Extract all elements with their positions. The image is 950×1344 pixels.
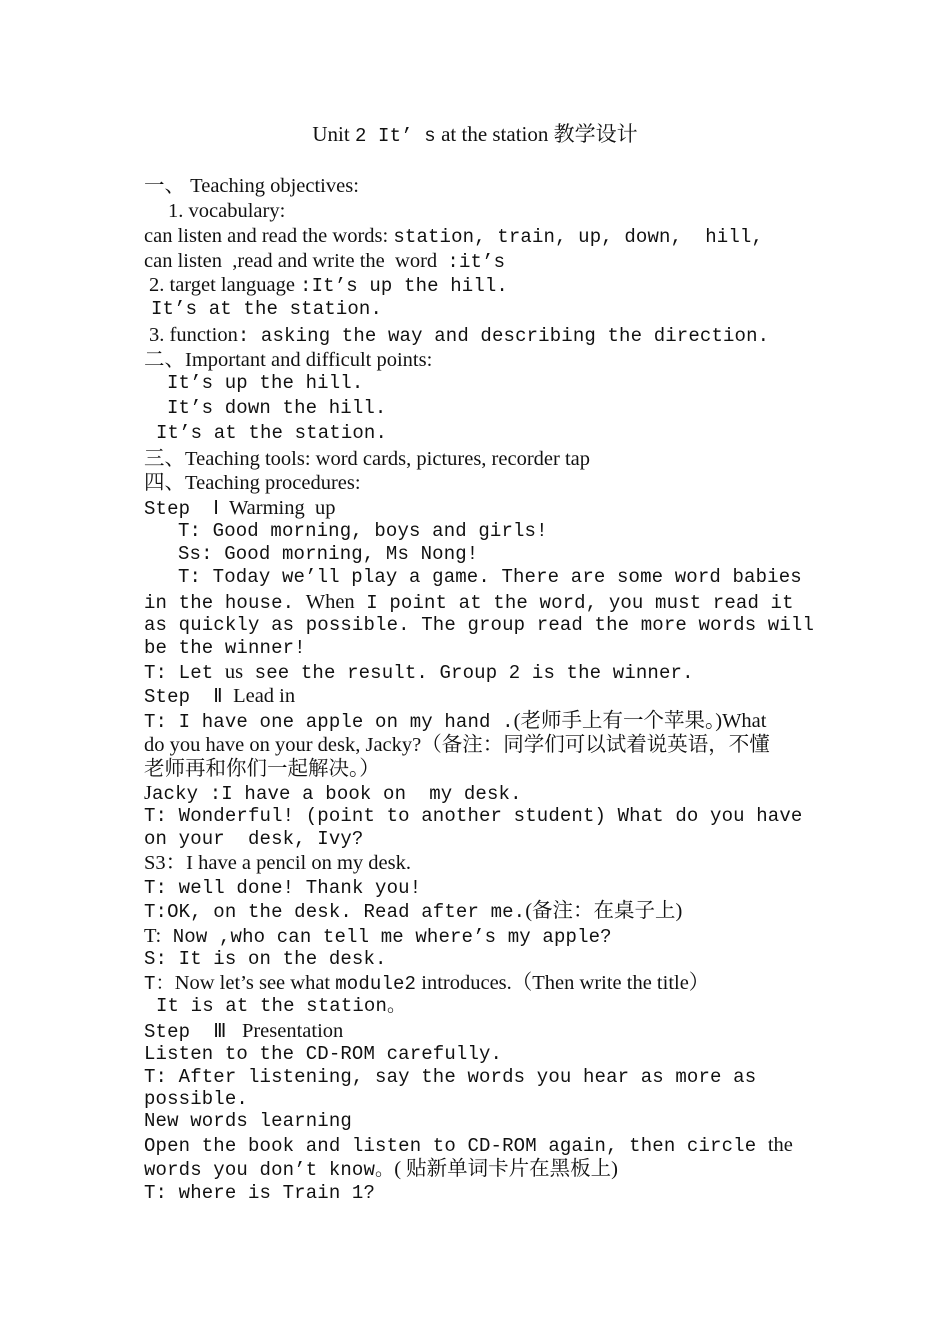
section-heading-important-points: 二、Important and difficult points: — [144, 349, 433, 371]
dialogue-line: be the winner! — [144, 637, 306, 659]
dialogue-line: as quickly as possible. The group read the more words will — [144, 614, 815, 636]
section-heading-objectives: 一、 Teaching objectives: — [144, 175, 359, 197]
dialogue-line: do you have on your desk, Jacky?（备注：同学们可以试着说英语，不懂 — [144, 734, 770, 756]
vocabulary-listen-write: can listen ,read and write the word :it’s — [144, 250, 506, 273]
target-language: 2. target language :It’s up the hill. — [149, 274, 508, 297]
point-line: It’s up the hill. — [167, 372, 364, 394]
dialogue-line: Open the book and listen to CD-ROM again, then circle the — [144, 1134, 793, 1157]
dialogue-line: It is at the station。 — [156, 995, 407, 1017]
dialogue-line: Ss: Good morning, Ms Nong! — [178, 543, 479, 565]
section-heading-procedures: 四、Teaching procedures: — [144, 472, 361, 494]
dialogue-line: S: It is on the desk. — [144, 948, 387, 970]
dialogue-line: S3：I have a pencil on my desk. — [144, 852, 412, 874]
dialogue-line: New words learning — [144, 1110, 352, 1132]
dialogue-line: T：Now let’s see what module2 introduces.（Then write the title） — [144, 972, 710, 995]
dialogue-line: T: After listening, say the words you hear as more as — [144, 1066, 757, 1088]
dialogue-line: Jacky :I have a book on my desk. — [144, 782, 522, 805]
vocabulary-listen-read: can listen and read the words: station, train, up, down, hill, — [144, 225, 764, 248]
function-line: 3. function: asking the way and describing the direction. — [149, 324, 770, 347]
step-heading-lead-in: Step Ⅱ Lead in — [144, 685, 296, 708]
dialogue-line: in the house. When I point at the word, you must read it — [144, 591, 794, 614]
section-heading-teaching-tools: 三、Teaching tools: word cards, pictures, recorder tap — [144, 448, 590, 470]
dialogue-line: T: Today we’ll play a game. There are some word babies — [178, 566, 802, 588]
dialogue-line: T: Let us see the result. Group 2 is the winner. — [144, 661, 694, 684]
dialogue-line: T: well done! Thank you! — [144, 877, 422, 899]
point-line: It’s down the hill. — [167, 397, 387, 419]
step-heading-warming-up: Step Ⅰ Warming up — [144, 497, 336, 520]
dialogue-line: on your desk, Ivy? — [144, 828, 364, 850]
dialogue-line: T: where is Train 1? — [144, 1182, 376, 1204]
dialogue-line: T:OK, on the desk. Read after me.(备注：在桌子上) — [144, 900, 683, 923]
vocabulary-heading: 1. vocabulary: — [168, 200, 286, 222]
dialogue-line: T: Good morning, boys and girls! — [178, 520, 548, 542]
dialogue-line: T: I have one apple on my hand .(老师手上有一个苹果。)What — [144, 710, 767, 733]
point-line: It’s at the station. — [156, 422, 388, 444]
dialogue-line: T: Now ,who can tell me where’s my apple? — [144, 925, 612, 948]
dialogue-line: words you don’t know。( 贴新单词卡片在黑板上) — [144, 1158, 618, 1181]
dialogue-line: Listen to the CD-ROM carefully. — [144, 1043, 503, 1065]
target-language-line2: It’s at the station. — [151, 298, 383, 320]
step-heading-presentation: Step Ⅲ Presentation — [144, 1020, 344, 1043]
dialogue-line: T: Wonderful! (point to another student) What do you have — [144, 805, 803, 827]
dialogue-line: possible. — [144, 1088, 248, 1110]
dialogue-line: 老师再和你们一起解决。） — [144, 758, 380, 780]
document-title: Unit 2 It’ s at the station 教学设计 — [312, 122, 638, 147]
